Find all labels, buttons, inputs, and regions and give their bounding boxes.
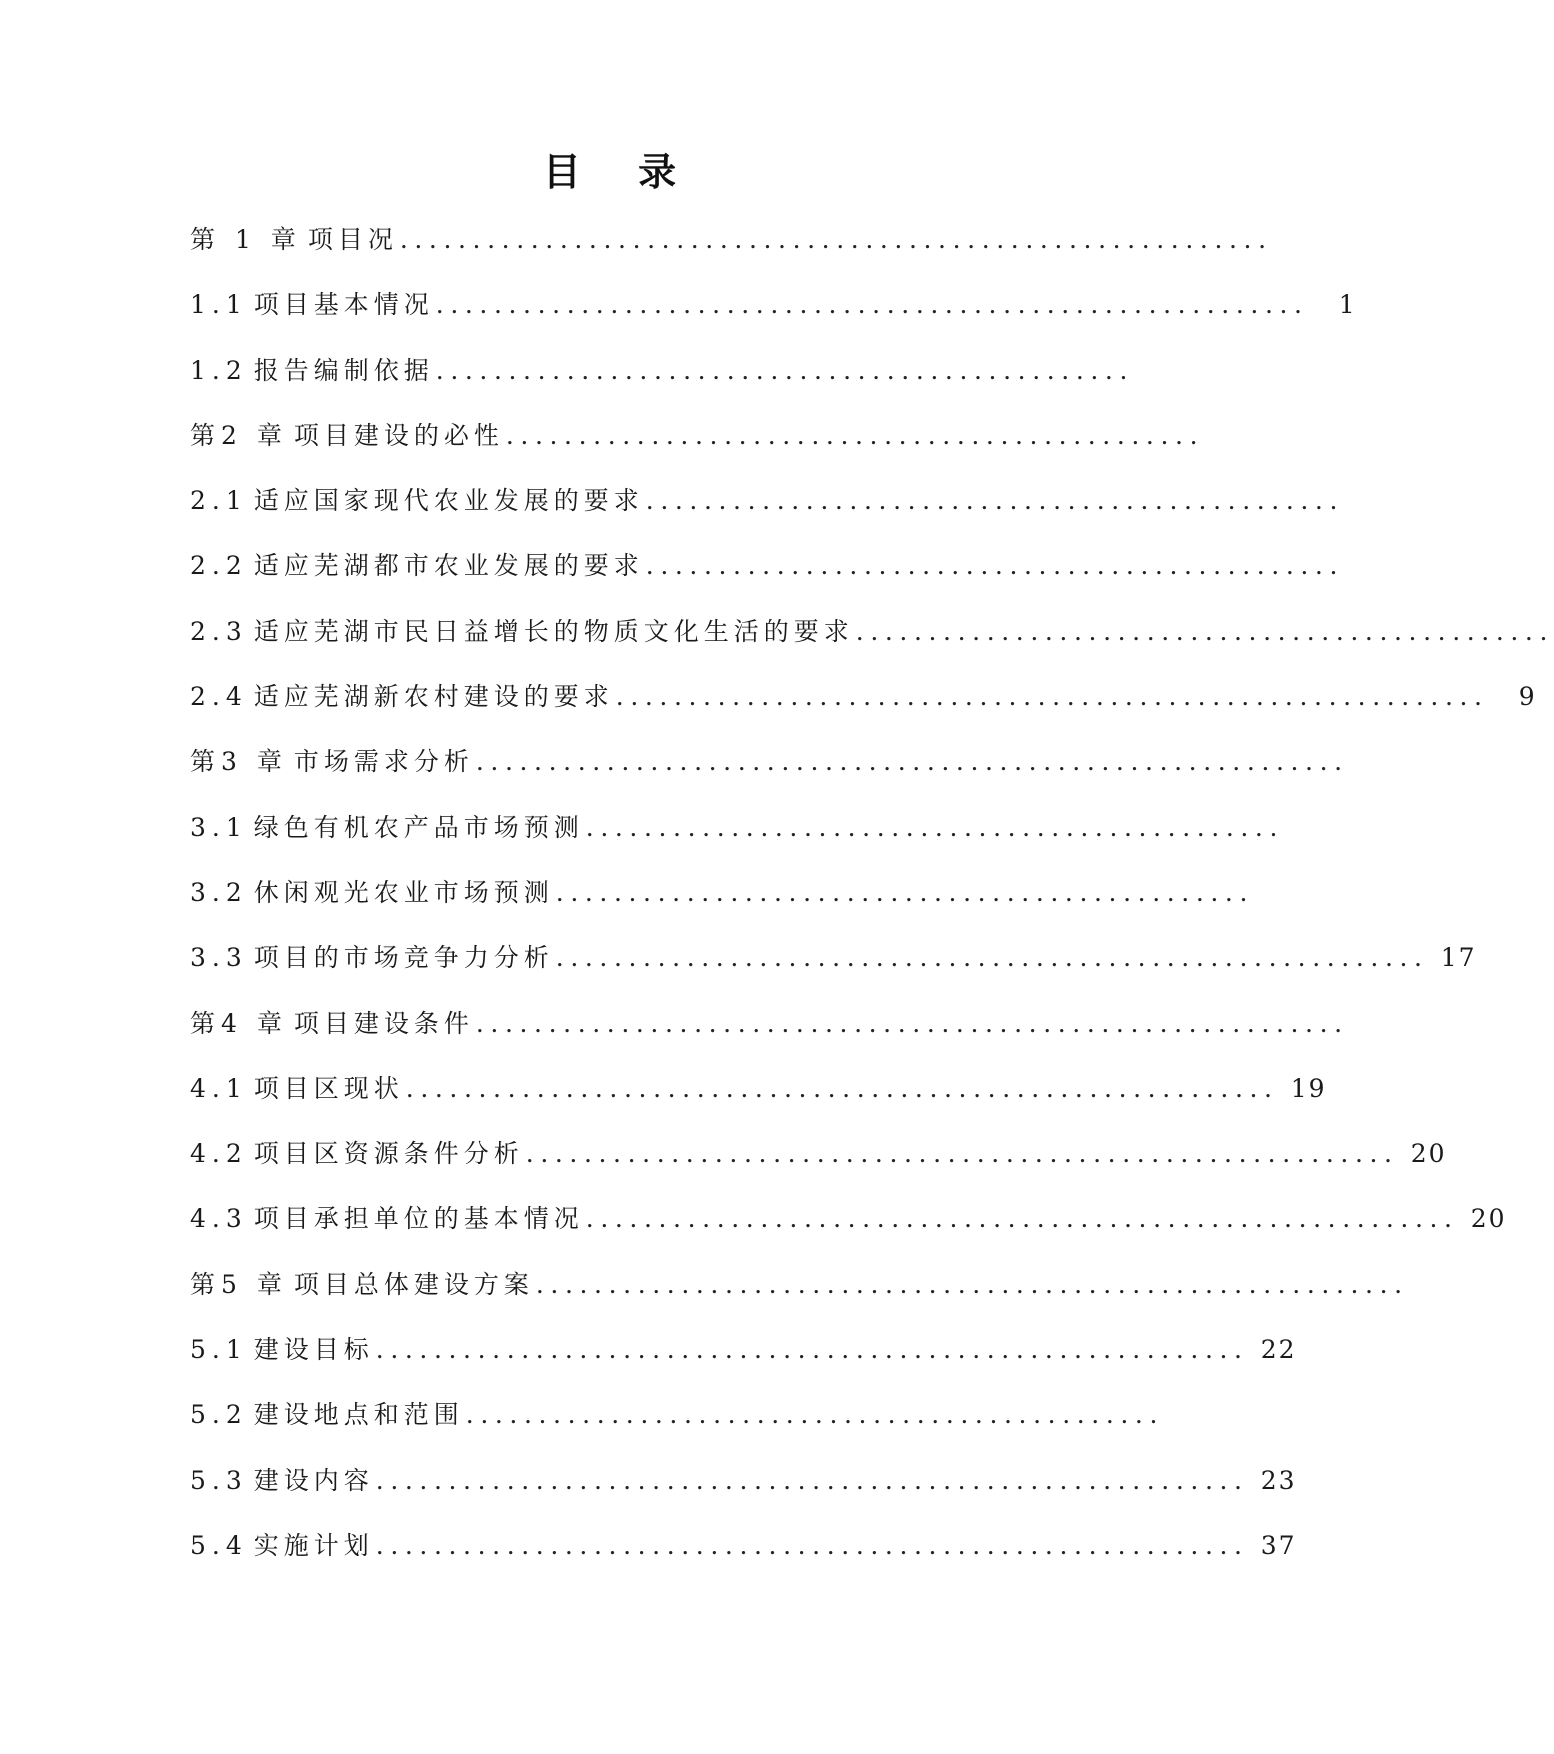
toc-title: 目 录 [542,150,699,194]
toc-dot-leader: ............................................................ [615,682,1489,712]
toc-dot-leader: ............................................................ [525,1139,1399,1169]
toc-dot-leader: ................................................ [855,616,1554,646]
toc-entry-number: 5.2 [190,1400,248,1430]
toc-entry-page: 19 [1290,1073,1327,1103]
toc-entry-title: 适应芜湖都市农业发展的要求 [253,551,644,581]
toc-entry-title: 适应芜湖新农村建设的要求 [253,682,614,712]
toc-list [190,223,1554,1594]
toc-entry-title: 项目的市场竞争力分析 [253,943,554,973]
toc-entry-title: 项目建设的必性 [293,420,504,450]
toc-dot-leader: ............................................................ [375,1335,1249,1365]
toc-entry[interactable] [190,1529,1297,1594]
toc-entry-number: 5.1 [190,1335,248,1365]
toc-entry-page: 9 [1518,682,1537,712]
toc-entry[interactable] [190,1202,1507,1267]
toc-entry-number: 3.1 [190,812,248,842]
toc-entry[interactable] [190,811,1285,876]
toc-dot-leader: ............................................................ [435,290,1309,320]
toc-dot-leader: ............................................................ [475,747,1349,777]
toc-dot-leader: ................................................ [435,355,1135,385]
toc-entry-title: 项目区资源条件分析 [253,1139,524,1169]
toc-entry-number: 第 1 章 [190,225,302,254]
toc-entry[interactable] [190,288,1357,353]
toc-entry-title: 项目况 [307,225,398,254]
toc-entry-number: 2.1 [190,486,248,516]
toc-entry-page: 22 [1260,1335,1297,1365]
toc-dot-leader: ............................................................ [555,943,1429,973]
toc-entry-number: 2.2 [190,551,248,581]
toc-dot-leader: ............................................................ [475,1008,1349,1038]
toc-entry-page: 1 [1338,290,1357,320]
toc-entry[interactable] [190,1072,1327,1137]
toc-entry-number: 第5 章 [190,1269,288,1299]
toc-dot-leader: ............................................................ [535,1269,1409,1299]
toc-entry-page: 37 [1260,1530,1297,1560]
toc-entry-title: 适应芜湖市民日益增长的物质文化生活的要求 [253,616,854,646]
toc-entry[interactable] [190,354,1135,419]
toc-entry-number: 第3 章 [190,747,288,777]
toc-dot-leader: ................................................ [585,812,1285,842]
toc-entry-title: 实施计划 [253,1530,374,1560]
toc-entry[interactable] [190,1398,1165,1463]
toc-entry-number: 3.2 [190,877,248,907]
toc-dot-leader: ................................................ [645,551,1345,581]
toc-entry-number: 4.3 [190,1204,248,1234]
toc-entry-page: 20 [1470,1204,1507,1234]
toc-entry[interactable] [190,1137,1447,1202]
toc-entry[interactable] [190,615,1554,680]
toc-dot-leader: ............................................................ [399,225,1273,254]
toc-dot-leader: ................................................ [465,1400,1165,1430]
toc-entry-title: 建设地点和范围 [253,1400,464,1430]
toc-entry-title: 项目基本情况 [253,290,434,320]
toc-entry[interactable] [190,941,1477,1006]
toc-entry-number: 3.3 [190,943,248,973]
toc-entry-page: 20 [1410,1139,1447,1169]
toc-entry-title: 项目区现状 [253,1073,404,1103]
toc-entry-page: 23 [1260,1465,1297,1495]
toc-entry-title: 市场需求分析 [293,747,474,777]
toc-entry-title: 建设内容 [253,1465,374,1495]
toc-entry[interactable] [190,680,1537,745]
toc-entry[interactable] [190,876,1255,941]
toc-entry[interactable] [190,1007,1349,1072]
toc-dot-leader: ................................................ [555,877,1255,907]
toc-entry-number: 4.1 [190,1073,248,1103]
toc-entry-number: 2.4 [190,682,248,712]
toc-dot-leader: ................................................ [505,420,1205,450]
toc-entry-title: 项目总体建设方案 [293,1269,534,1299]
toc-entry-title: 适应国家现代农业发展的要求 [253,486,644,516]
toc-entry[interactable] [190,549,1345,614]
toc-dot-leader: ............................................................ [405,1073,1279,1103]
toc-entry-number: 2.3 [190,616,248,646]
toc-entry-title: 项目建设条件 [293,1008,474,1038]
toc-entry-number: 5.4 [190,1530,248,1560]
toc-entry-title: 休闲观光农业市场预测 [253,877,554,907]
toc-dot-leader: ............................................................ [585,1204,1459,1234]
toc-entry-number: 4.2 [190,1139,248,1169]
toc-entry-title: 项目承担单位的基本情况 [253,1204,584,1234]
toc-entry-number: 第4 章 [190,1008,288,1038]
toc-entry[interactable] [190,745,1349,810]
toc-entry-number: 5.3 [190,1465,248,1495]
toc-entry[interactable] [190,223,1273,288]
toc-dot-leader: ............................................................ [375,1530,1249,1560]
toc-entry[interactable] [190,419,1205,484]
toc-entry-title: 报告编制依据 [253,355,434,385]
toc-entry-number: 第2 章 [190,420,288,450]
toc-dot-leader: ............................................................ [375,1465,1249,1495]
toc-entry-number: 1.2 [190,355,248,385]
toc-dot-leader: ................................................ [645,486,1345,516]
toc-entry-number: 1.1 [190,290,248,320]
toc-entry-title: 绿色有机农产品市场预测 [253,812,584,842]
toc-entry-title: 建设目标 [253,1335,374,1365]
toc-entry[interactable] [190,1464,1297,1529]
toc-entry[interactable] [190,1268,1409,1333]
toc-entry[interactable] [190,1333,1297,1398]
toc-entry-page: 17 [1440,943,1477,973]
toc-entry[interactable] [190,484,1345,549]
